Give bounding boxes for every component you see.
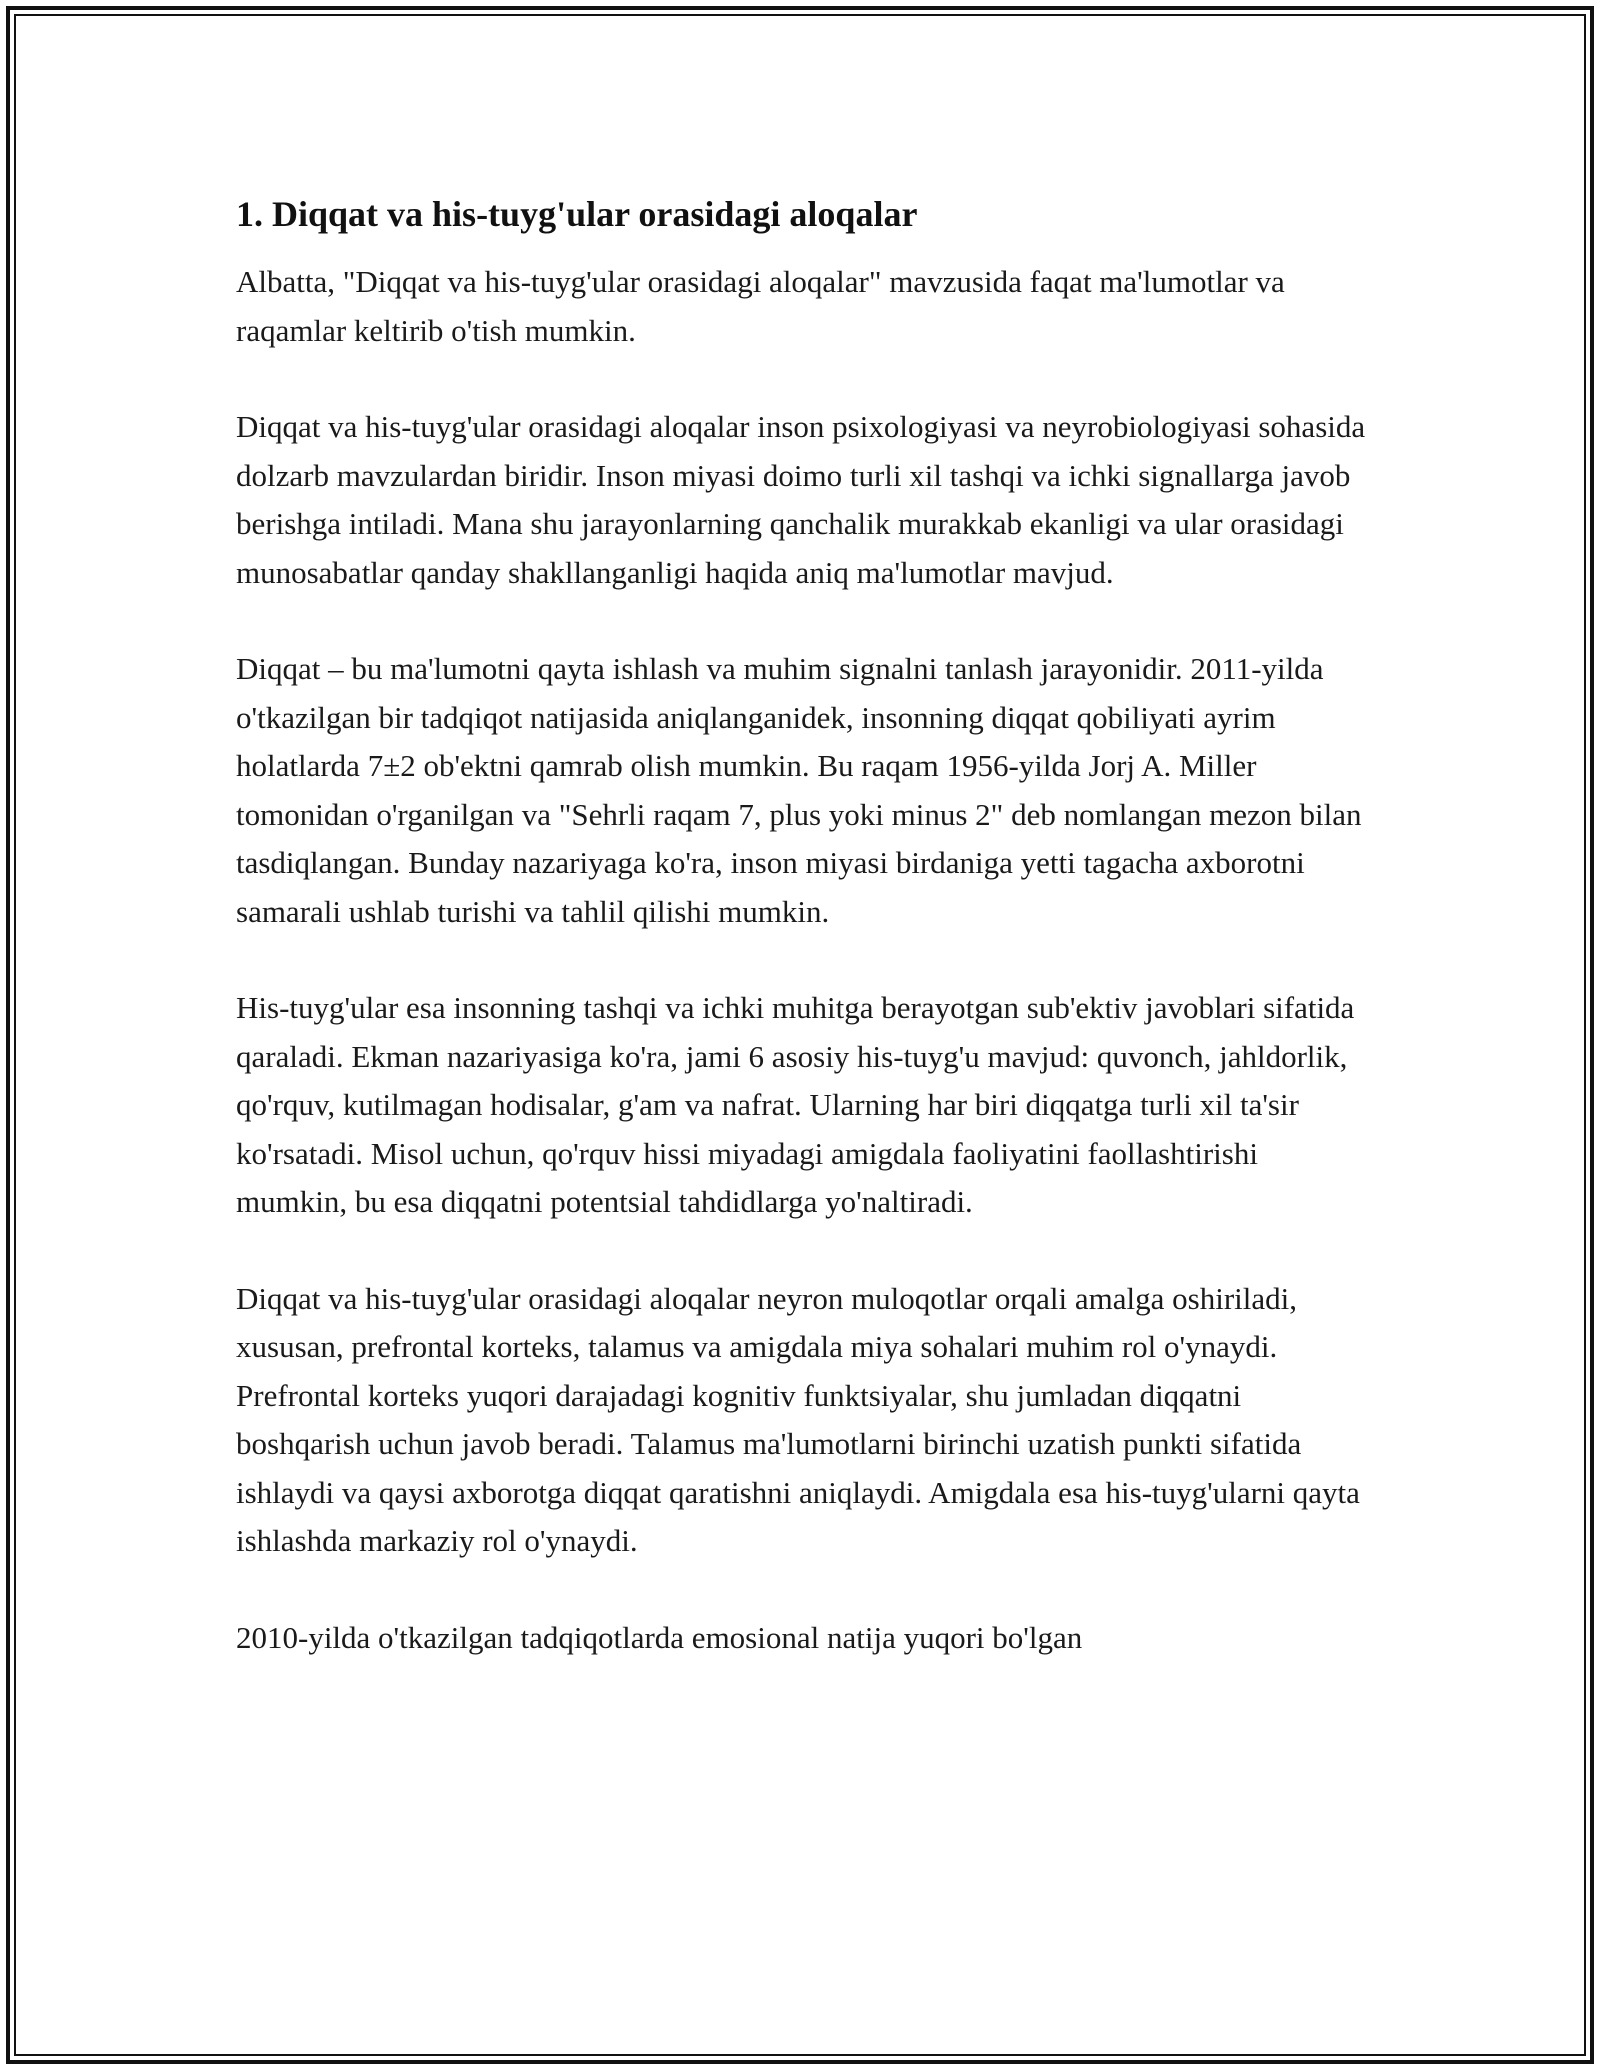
paragraph-research-2010: 2010-yilda o'tkazilgan tadqiqotlarda emosional natija yuqori bo'lgan (236, 1619, 1083, 1655)
paragraph-overview: Diqqat va his-tuyg'ular orasidagi aloqalar inson psixologiyasi va neyrobiologiyasi sohasida dolzarb mavzulardan biridir. Inson miyasi doimo turli xil tashqi va ichki signallarga javob berishga intiladi. Mana shu jarayonlarning qanchalik murakkab ekanligi va ular orasidagi munosabatlar qanday shakllanganligi haqida aniq ma'lumotlar mavjud. (236, 409, 1366, 590)
paragraph-neural-links: Diqqat va his-tuyg'ular orasidagi aloqalar neyron muloqotlar orqali amalga oshiriladi, xususan, prefrontal korteks, talamus va amigdala miya sohalari muhim rol o'ynaydi. Prefrontal korteks yuqori darajadagi kognitiv funktsiyalar, shu jumladan diqqatni boshqarish uchun javob beradi. Talamus ma'lumotlarni birinchi uzatish punkti sifatida ishlaydi va qaysi axborotga diqqat qaratishni aniqlaydi. Amigdala esa his-tuyg'ularni qayta ishlashda markaziy rol o'ynaydi. (236, 1280, 1360, 1558)
section-heading: 1. Diqqat va his-tuyg'ular orasidagi aloqalar (236, 194, 918, 234)
paragraph-attention: Diqqat – bu ma'lumotni qayta ishlash va muhim signalni tanlash jarayonidir. 2011-yilda o'tkazilgan bir tadqiqot natijasida aniqlanganidek, insonning diqqat qobiliyati ayrim holatlarda 7±2 ob'ektni qamrab olish mumkin. Bu raqam 1956-yilda Jorj A. Miller tomonidan o'rganilgan va "Sehrli raqam 7, plus yoki minus 2" deb nomlangan mezon bilan tasdiqlangan. Bunday nazariyaga ko'ra, inson miyasi birdaniga yetti tagacha axborotni samarali ushlab turishi va tahlil qilishi mumkin. (236, 651, 1362, 929)
paragraph-intro: Albatta, "Diqqat va his-tuyg'ular orasidagi aloqalar" mavzusida faqat ma'lumotlar va raqamlar keltirib o'tish mumkin. (236, 264, 1285, 348)
document-body (236, 190, 1366, 1662)
paragraph-emotions: His-tuyg'ular esa insonning tashqi va ichki muhitga berayotgan sub'ektiv javoblari sifatida qaraladi. Ekman nazariyasiga ko'ra, jami 6 asosiy his-tuyg'u mavjud: quvonch, jahldorlik, qo'rquv, kutilmagan hodisalar, g'am va nafrat. Ularning har biri diqqatga turli xil ta'sir ko'rsatadi. Misol uchun, qo'rquv hissi miyadagi amigdala faoliyatini faollashtirishi mumkin, bu esa diqqatni potentsial tahdidlarga yo'naltiradi. (236, 990, 1355, 1219)
